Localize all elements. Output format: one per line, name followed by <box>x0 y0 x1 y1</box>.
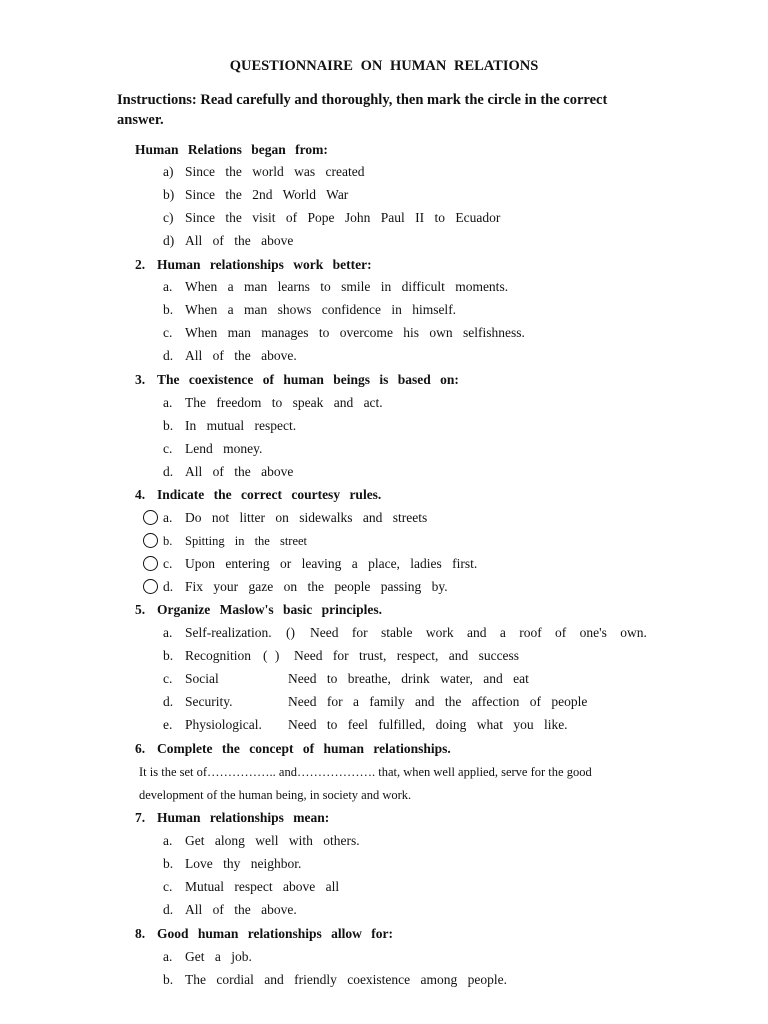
q5-row-e: e. Physiological. <box>163 717 262 732</box>
question-7: 7. Human relationships mean: <box>135 810 330 825</box>
q7-option-b: b. Love thy neighbor. <box>163 856 302 871</box>
q4-option-a: a. Do not litter on sidewalks and streets <box>163 510 428 525</box>
q5-row-b: b. Recognition <box>163 648 251 663</box>
q5-row-d: d. Security. <box>163 694 233 709</box>
q3-option-c: c. Lend money. <box>163 441 263 456</box>
q7-option-a: a. Get along well with others. <box>163 833 360 848</box>
q3-option-d: d. All of the above <box>163 464 294 479</box>
answer-circle-a[interactable] <box>143 510 158 525</box>
q3-option-b: b. In mutual respect. <box>163 418 297 433</box>
question-2: 2. Human relationships work better: <box>135 257 372 272</box>
page-title: QUESTIONNAIRE ON HUMAN RELATIONS <box>229 58 539 74</box>
question-8: 8. Good human relationships allow for: <box>135 926 394 941</box>
q2-option-d: d. All of the above. <box>163 348 297 363</box>
q3-option-a: a. The freedom to speak and act. <box>163 395 383 410</box>
answer-circle-d[interactable] <box>143 579 158 594</box>
question-5: 5. Organize Maslow's basic principles. <box>135 602 382 617</box>
q5-row-c: c. Social <box>163 671 219 686</box>
q4-option-c: c. Upon entering or leaving a place, ladies first. <box>163 556 478 571</box>
q5-row-b-need: Need for trust, respect, and success <box>294 648 520 663</box>
q5-row-a: a. Self-realization. <box>163 625 272 640</box>
q7-option-d: d. All of the above. <box>163 902 297 917</box>
q5-row-e-need: Need to feel fulfilled, doing what you like. <box>288 717 568 732</box>
q5-row-c-need: Need to breathe, drink water, and eat <box>288 671 529 686</box>
answer-circle-b[interactable] <box>143 533 158 548</box>
q1-option-d: d) All of the above <box>163 233 294 248</box>
instructions: Instructions: Read carefully and thoroughly, then mark the circle in the correct answer. <box>117 92 608 128</box>
q5-row-a-need: Need for stable work and a roof of one's own. <box>310 625 647 640</box>
q7-option-c: c. Mutual respect above all <box>163 879 340 894</box>
q1-option-c: c) Since the visit of Pope John Paul II to Ecuador <box>163 210 501 225</box>
question-6: 6. Complete the concept of human relationships. <box>135 741 451 756</box>
q4-option-d: d. Fix your gaze on the people passing by. <box>163 579 448 594</box>
q2-option-a: a. When a man learns to smile in difficult moments. <box>163 279 509 294</box>
question-3: 3. The coexistence of human beings is based on: <box>135 372 459 387</box>
q5-row-b-mark[interactable]: ( ) <box>263 648 280 663</box>
answer-circle-c[interactable] <box>143 556 158 571</box>
q5-row-a-mark[interactable]: () <box>286 625 295 640</box>
q2-option-b: b. When a man shows confidence in himself. <box>163 302 457 317</box>
q4-option-b: b. Spitting in the street <box>163 534 308 548</box>
question-1: Human Relations began from: <box>135 142 328 157</box>
q8-option-a: a. Get a job. <box>163 949 252 964</box>
q1-option-a: a) Since the world was created <box>163 164 365 179</box>
question-4: 4. Indicate the correct courtesy rules. <box>135 487 382 502</box>
q6-fill-line-1: It is the set of…………….. and………………. that, when well applied, serve for the good <box>139 765 592 779</box>
q6-fill-line-2: development of the human being, in society and work. <box>139 788 412 802</box>
q1-option-b: b) Since the 2nd World War <box>163 187 349 202</box>
q8-option-b: b. The cordial and friendly coexistence among people. <box>163 972 508 987</box>
q2-option-c: c. When man manages to overcome his own selfishness. <box>163 325 525 340</box>
q5-row-d-need: Need for a family and the affection of people <box>288 694 588 709</box>
